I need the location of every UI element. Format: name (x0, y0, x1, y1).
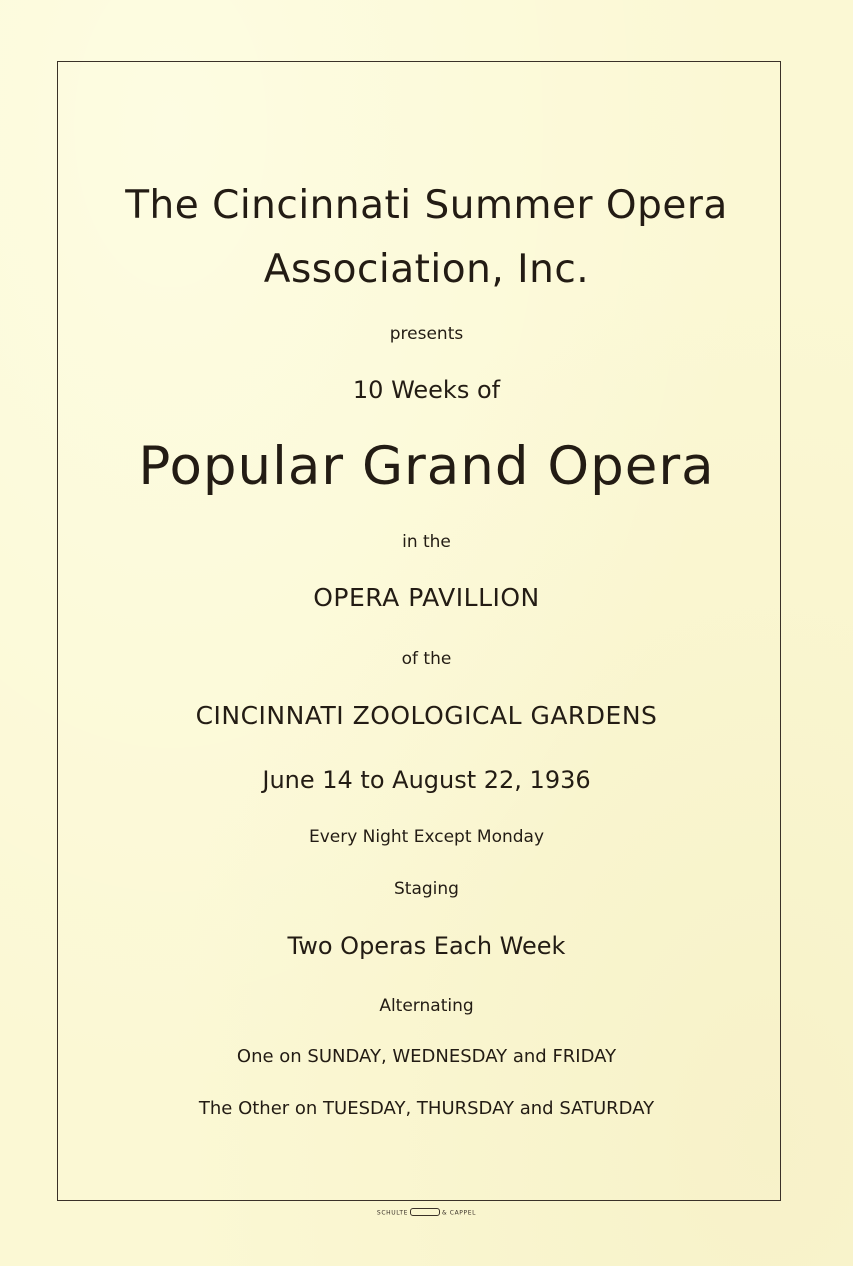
alternating-text: Alternating (379, 996, 474, 1016)
location-name: CINCINNATI ZOOLOGICAL GARDENS (195, 701, 658, 730)
printer-name-right: & CAPPEL (442, 1209, 477, 1217)
printer-imprint (0, 1209, 853, 1217)
union-label-icon (410, 1208, 440, 1216)
first-opera-days: One on SUNDAY, WEDNESDAY and FRIDAY (236, 1046, 617, 1067)
page-border (57, 61, 781, 1201)
association-name-line1: The Cincinnati Summer Opera (125, 183, 728, 228)
headline: Popular Grand Opera (138, 436, 715, 497)
venue-name: OPERA PAVILLION (313, 583, 540, 612)
second-opera-days: The Other on TUESDAY, THURSDAY and SATURDAY (198, 1098, 655, 1119)
season-dates: June 14 to August 22, 1936 (262, 766, 591, 794)
association-name-line2: Association, Inc. (263, 247, 590, 292)
schedule-text: Every Night Except Monday (308, 827, 545, 847)
presents-text: presents (389, 324, 464, 344)
weeks-text: 10 Weeks of (352, 376, 501, 404)
in-the-text: in the (402, 532, 451, 552)
of-the-text: of the (401, 649, 452, 669)
operas-per-week: Two Operas Each Week (287, 932, 566, 960)
staging-text: Staging (394, 879, 459, 899)
printer-name-left: SCHULTE (376, 1209, 408, 1217)
